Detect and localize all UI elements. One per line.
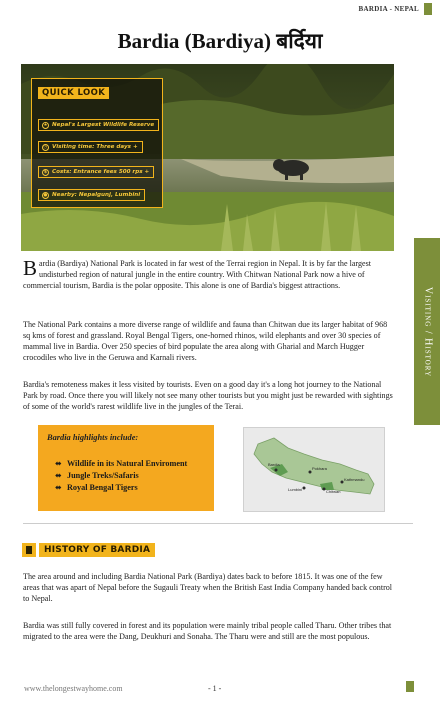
star-icon: ★: [43, 122, 48, 128]
book-icon: [22, 543, 36, 557]
quick-look-item: ★ Nepal's Largest Wildlife Reserve: [38, 119, 159, 131]
page-title: Bardia (Bardiya) बर्दिया: [117, 29, 323, 53]
footer-url[interactable]: www.thelongestwayhome.com: [24, 684, 123, 693]
side-tab-visiting-history[interactable]: [412, 238, 440, 425]
history-heading: [22, 542, 155, 558]
remoteness-paragraph: Bardia's remoteness makes it less visited by tourists. Even on a good day it's a long hot journey to the National Park by road. Once there you will likely not see many other tourists but you might just be rewarded with sightings of some of the world's rarest wildlife live in the jungles of the Terai.: [23, 380, 393, 411]
nepal-map: [243, 427, 385, 512]
map-label: Lumbini: [288, 487, 303, 492]
quick-look-title: QUICK LOOK: [38, 87, 109, 99]
highlights-title: Bardia highlights include:: [47, 433, 139, 442]
footer-color-marker: [406, 681, 414, 692]
money-icon: $: [43, 169, 48, 175]
highlight-item: ⬌ Wildlife in its Natural Enviroment: [55, 459, 188, 468]
quick-look-panel: [31, 78, 163, 208]
highlights-box: [38, 425, 214, 511]
history-paragraph: Bardia was still fully covered in forest and its population were mainly tribal people called Tharu. Other tribes that migrated to the area were the Dang, Deukhuri and Sonaha. The Tharu were and still are the most populous.: [23, 621, 392, 641]
history-paragraph: The area around and including Bardia National Park (Bardiya) dates back to before 1815. It was one of the few areas that was apart of Nepal before the Sugauli Treaty when the British East India Company handed back control to Nepal.: [23, 572, 393, 603]
map-label: Bardia: [268, 462, 280, 467]
clock-icon: ◷: [43, 144, 48, 150]
highlight-item: ⬌ Jungle Treks/Safaris: [55, 471, 139, 480]
quick-look-item: ◷ Visiting time: Three days +: [38, 141, 143, 153]
highlight-item: ⬌ Royal Bengal Tigers: [55, 483, 138, 492]
header-color-marker: [424, 3, 432, 15]
quick-look-item: $ Costs: Entrance fees 500 rps +: [38, 166, 154, 178]
arrow-bullet-icon: ⬌: [55, 459, 62, 468]
map-label: Kathmandu: [344, 477, 365, 482]
location-icon: ●: [43, 192, 48, 198]
nepal-map-graphic: [244, 428, 384, 511]
drop-cap: B: [23, 256, 38, 280]
map-label: Chitwan: [326, 489, 341, 494]
page-number: - 1 -: [208, 684, 222, 693]
arrow-bullet-icon: ⬌: [55, 471, 62, 480]
map-label: Pokhara: [312, 466, 327, 471]
side-tab-label: Visiting / History: [422, 286, 434, 377]
intro-paragraph: Bardia (Bardiya) National Park is located in far west of the Terrai region in Nepal. It is by far the largest undisturbed region of natural jungle in the entire country. With Chitwan National Park now a hive of commercial tourism, Bardia is the polar opposite. This alone is one of Bardia's biggest attractions.: [23, 256, 372, 290]
quick-look-item: ● Nearby: Nepalgunj, Lumbini: [38, 189, 145, 201]
section-divider: [23, 523, 413, 524]
arrow-bullet-icon: ⬌: [55, 483, 62, 492]
wildlife-paragraph: The National Park contains a more diverse range of wildlife and fauna than Chitwan due its larger habitat of 968 sq kms of forest and grassland. Royal Bengal Tigers, one-horned rhinos, wild elephants and over 30 species of mammal live in Bardia. Over 250 species of bird populate the area along with Gharial and March Hugger crocodiles who live in the Geruwa and Karnali rivers.: [23, 320, 388, 362]
section-label: BARDIA - NEPAL: [358, 5, 419, 13]
history-heading-label: HISTORY OF BARDIA: [39, 543, 155, 557]
